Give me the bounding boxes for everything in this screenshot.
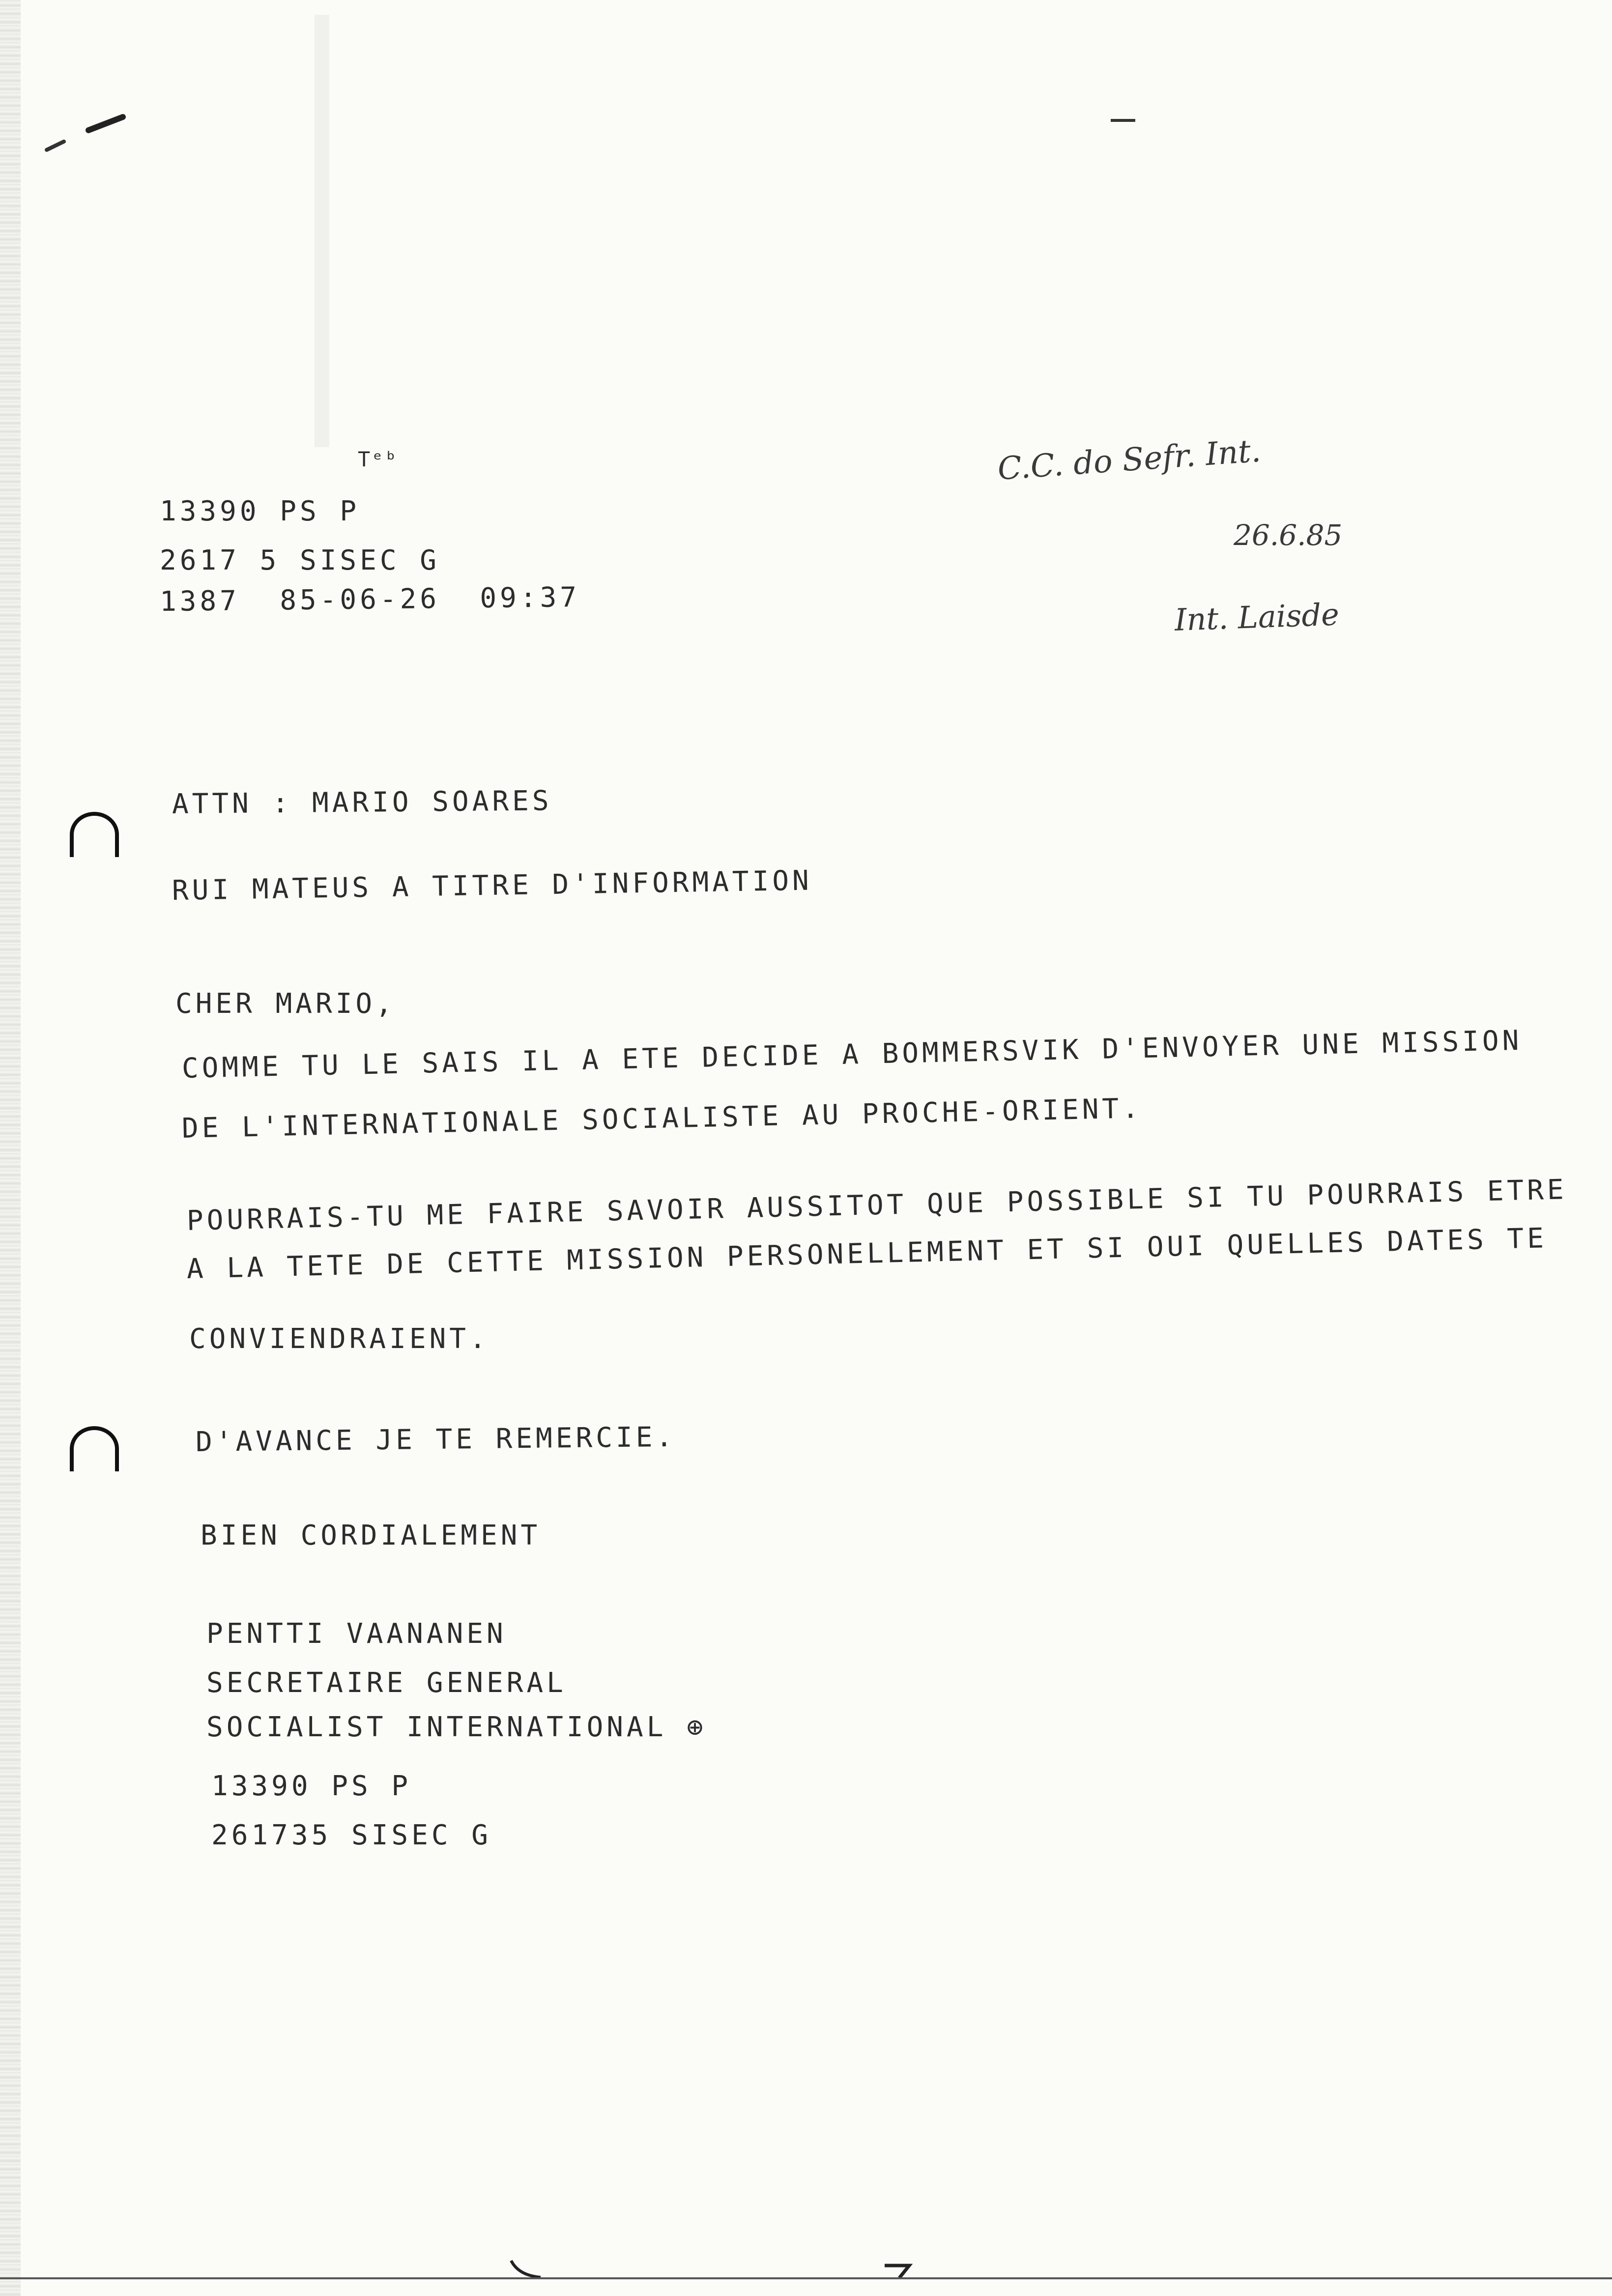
bottom-edge-line <box>0 2277 1612 2279</box>
annotation-line-3: Int. Laisde <box>1174 596 1340 638</box>
punch-hole-top <box>70 812 119 857</box>
signature-organization: SOCIALIST INTERNATIONAL ⊕ <box>206 1711 707 1743</box>
annotation-line-2: 26.6.85 <box>1234 518 1343 552</box>
bottom-mark-right <box>885 2266 909 2278</box>
paragraph-1-line-1: COMME TU LE SAIS IL A ETE DECIDE A BOMMERSVIK D'ENVOYER UNE MISSION <box>181 1024 1523 1085</box>
header-line-3: 1387 85-06-26 09:37 <box>159 581 580 618</box>
paragraph-2-line-2: A LA TETE DE CETTE MISSION PERSONELLEMENT ET SI OUI QUELLES DATES TE <box>186 1222 1548 1285</box>
paragraph-2-line-3: CONVIENDRAIENT. <box>189 1323 489 1355</box>
signature-code-2: 261735 SISEC G <box>211 1819 492 1851</box>
faint-column-dots <box>315 15 329 447</box>
header-mark: Tᵉᵇ <box>358 447 398 471</box>
paragraph-2-line-1: POURRAIS-TU ME FAIRE SAVOIR AUSSITOT QUE POSSIBLE SI TU POURRAIS ETRE <box>186 1174 1568 1237</box>
closing-line: BIEN CORDIALEMENT <box>201 1520 541 1551</box>
thanks-line: D'AVANCE JE TE REMERCIE. <box>195 1421 676 1458</box>
punch-hole-bottom <box>70 1426 119 1471</box>
signature-title: SECRETAIRE GENERAL <box>206 1667 567 1699</box>
info-line: RUI MATEUS A TITRE D'INFORMATION <box>172 864 813 907</box>
signature-name: PENTTI VAANANEN <box>206 1618 507 1650</box>
attn-line: ATTN : MARIO SOARES <box>172 785 552 820</box>
salutation: CHER MARIO, <box>175 988 396 1020</box>
annotation-line-1: C.C. do Sefr. Int. <box>996 432 1262 488</box>
paragraph-1-line-2: DE L'INTERNATIONALE SOCIALISTE AU PROCHE-ORIENT. <box>181 1092 1143 1145</box>
signature-code-1: 13390 PS P <box>211 1770 412 1802</box>
header-line-2: 2617 5 SISEC G <box>160 545 440 576</box>
top-left-pen-mark <box>88 117 123 130</box>
top-left-pen-mark-2 <box>47 142 64 150</box>
header-line-1: 13390 PS P <box>160 495 360 527</box>
bottom-mark-left <box>511 2261 541 2277</box>
